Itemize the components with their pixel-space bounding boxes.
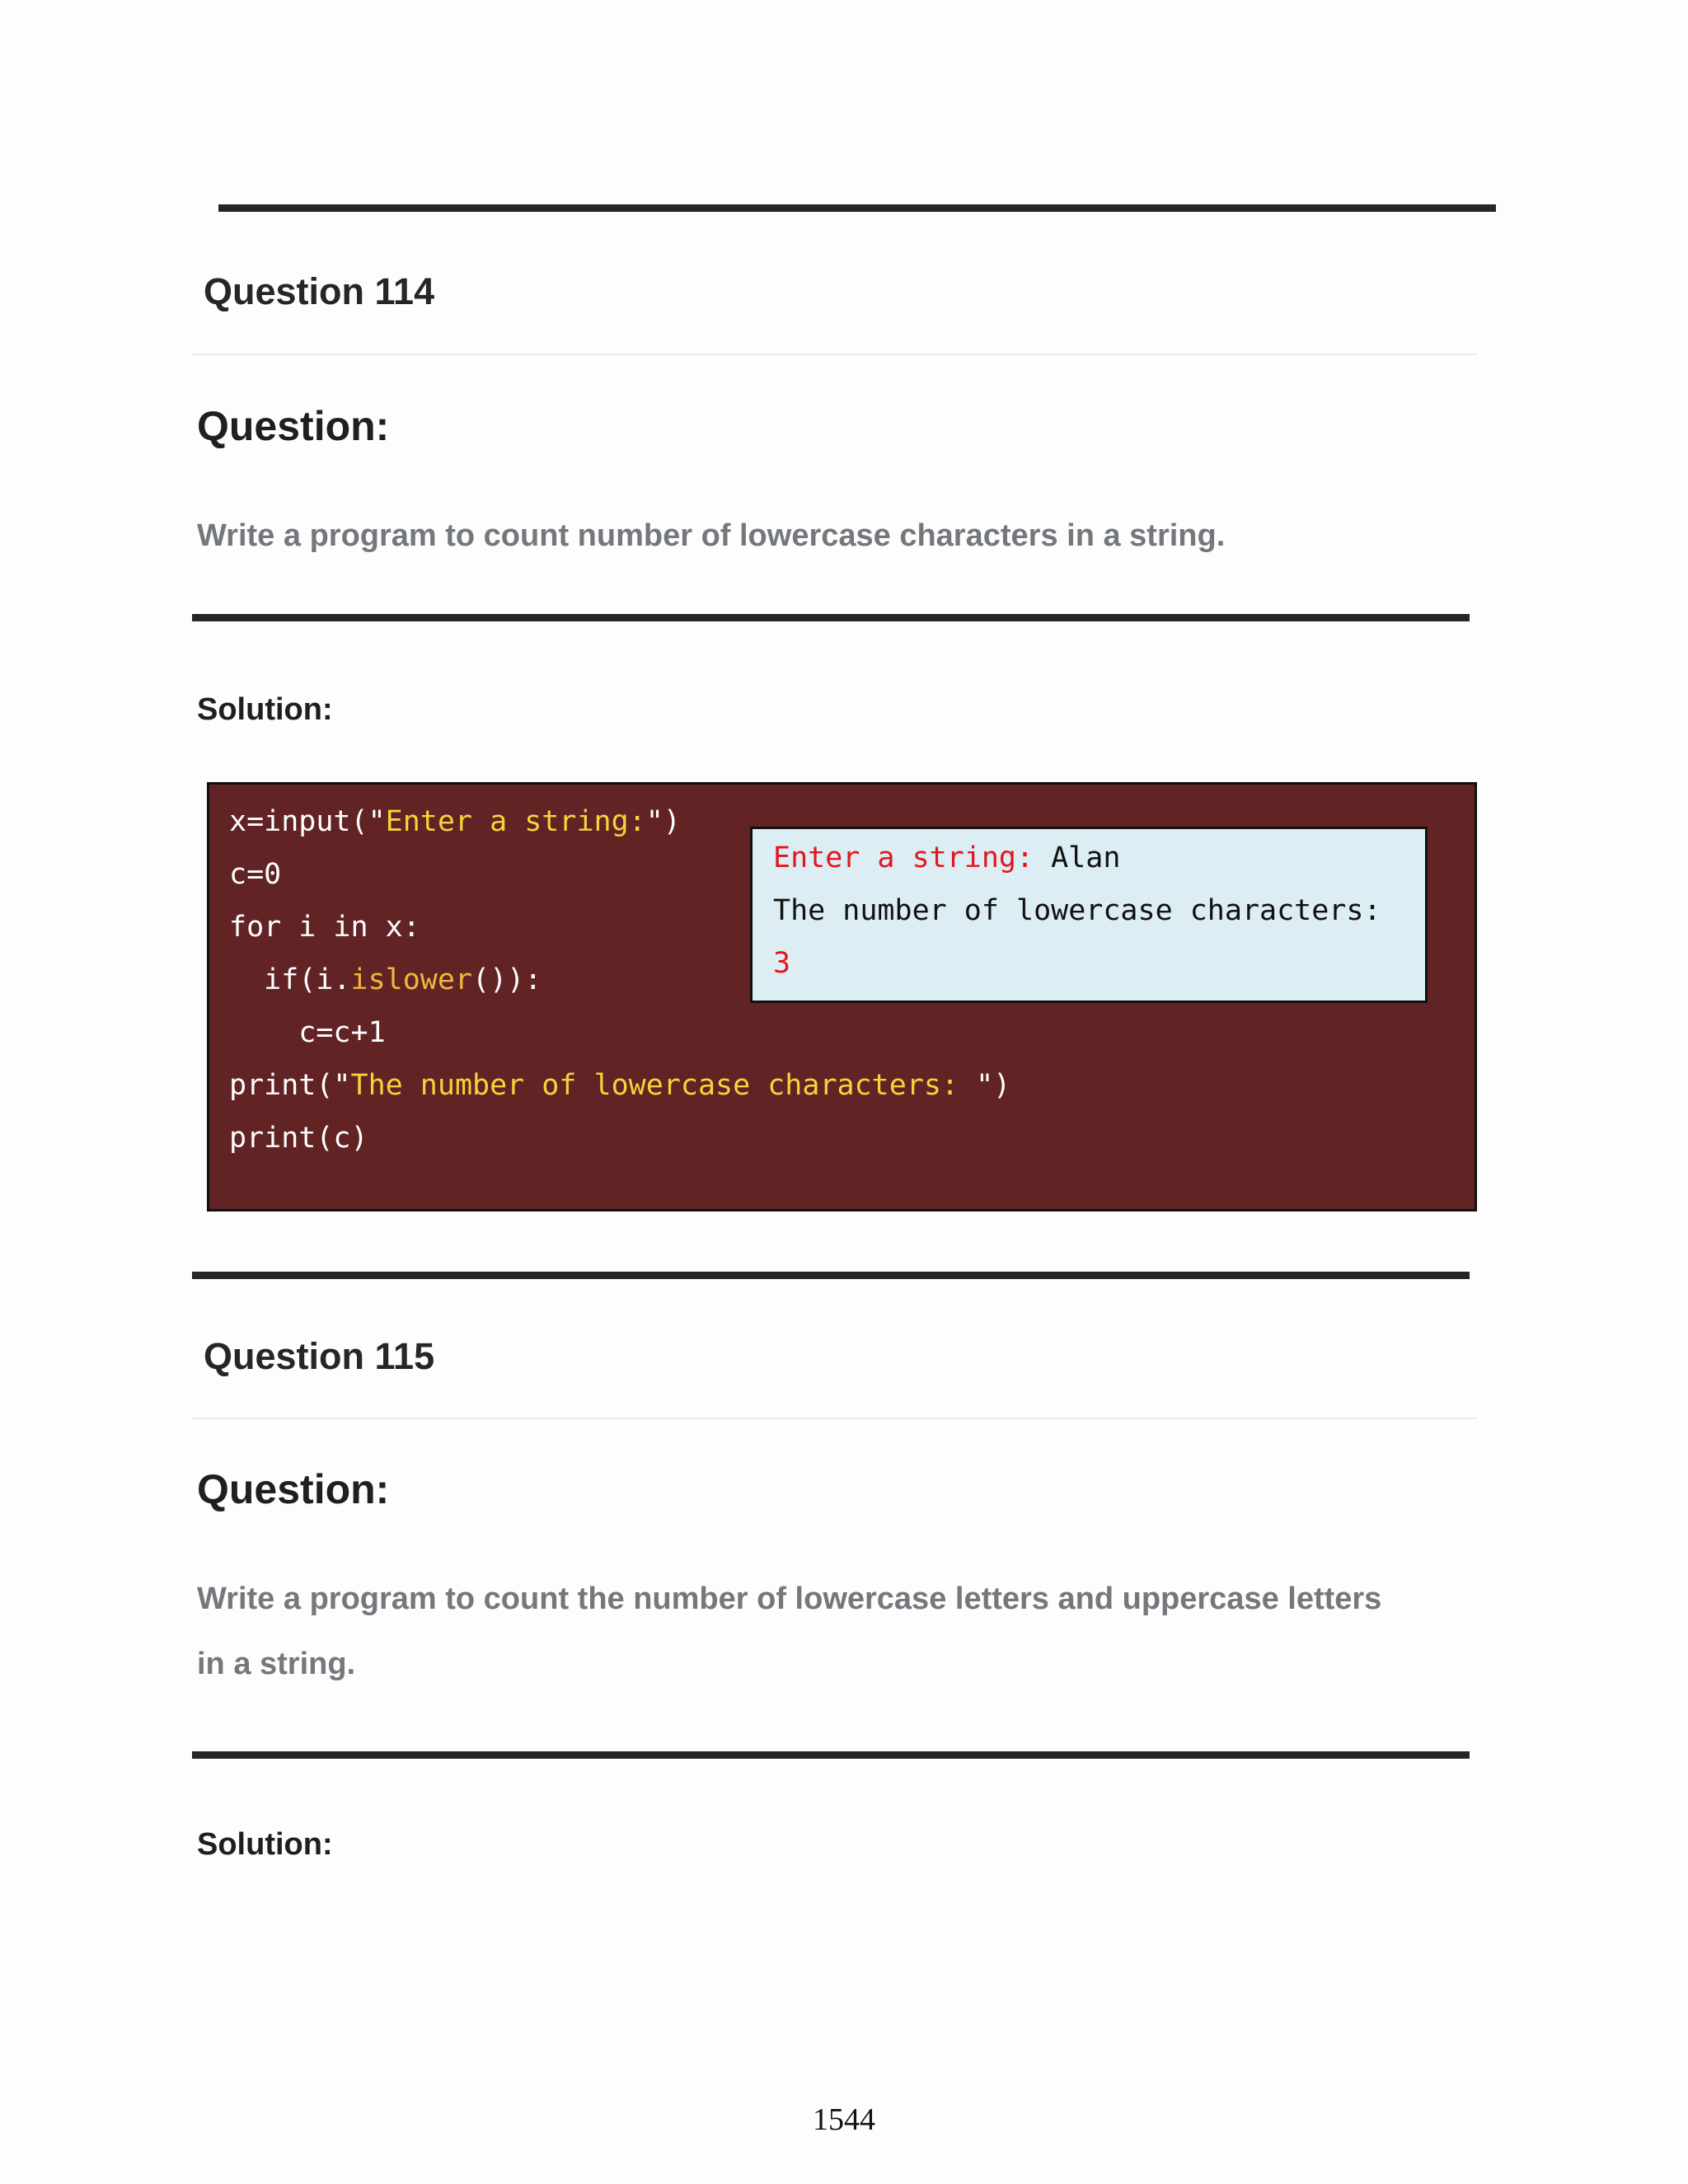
code-line: c=0: [229, 858, 282, 891]
code-text: print(": [229, 1069, 351, 1102]
code-line: c=c+1: [229, 1016, 386, 1049]
section-divider: [192, 614, 1470, 621]
code-method: islower: [350, 963, 473, 996]
code-text: ()):: [472, 963, 542, 996]
code-line: [229, 963, 542, 996]
output-result: 3: [773, 947, 791, 980]
code-text: "): [645, 805, 681, 838]
question-text-line: in a string.: [197, 1647, 356, 1681]
question-text: Write a program to count number of lowercase characters in a string.: [197, 518, 1226, 553]
solution-label: Solution:: [197, 692, 333, 727]
question-number: Question 114: [204, 270, 435, 312]
question-text-line: Write a program to count the number of lowercase letters and uppercase letters: [197, 1582, 1382, 1616]
output-line: The number of lowercase characters:: [773, 894, 1381, 927]
solution-label: Solution:: [197, 1827, 333, 1862]
code-string: The number of lowercase characters:: [350, 1069, 977, 1102]
output-line: [773, 841, 1120, 874]
code-text: if(i.: [229, 963, 351, 996]
output-prompt: Enter a string:: [773, 841, 1052, 874]
output-block: [750, 827, 1428, 1003]
question-number: Question 115: [204, 1335, 435, 1377]
code-line: for i in x:: [229, 911, 420, 944]
question-heading: Question:: [197, 1466, 390, 1512]
code-line: print(c): [229, 1122, 368, 1155]
code-line: [229, 805, 681, 838]
code-string: Enter a string:: [385, 805, 646, 838]
output-input: Alan: [1051, 841, 1121, 874]
code-line: [229, 1069, 1010, 1102]
code-text: "): [976, 1069, 1011, 1102]
section-divider: [192, 1751, 1470, 1759]
page-number: 1544: [813, 2102, 875, 2137]
question-heading: Question:: [197, 403, 390, 449]
code-text: x=input(": [229, 805, 386, 838]
thin-divider: [192, 1418, 1478, 1419]
thin-divider: [192, 354, 1478, 355]
section-divider: [192, 1272, 1470, 1279]
top-divider: [218, 204, 1496, 212]
